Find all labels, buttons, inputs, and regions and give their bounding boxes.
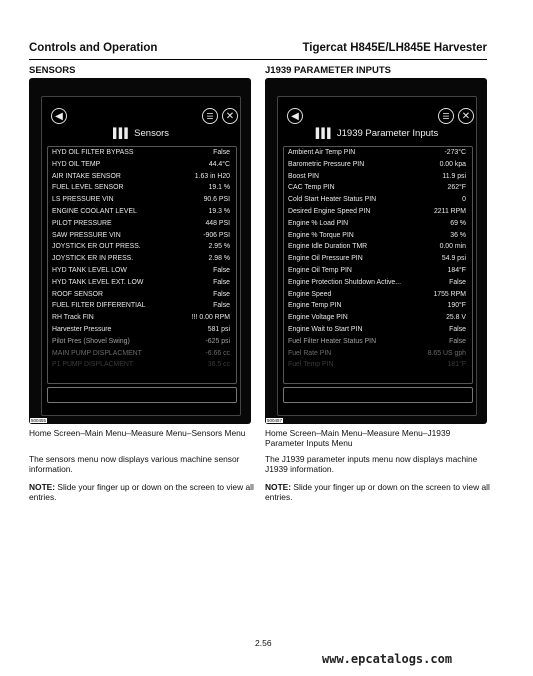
item-label: HYD TANK LEVEL EXT. LOW bbox=[52, 278, 144, 286]
item-label: Engine Oil Pressure PIN bbox=[288, 255, 363, 263]
item-value: 2211 RPM bbox=[433, 207, 466, 215]
screen-title-text: Sensors bbox=[134, 128, 170, 139]
item-label: Engine Oil Temp PIN bbox=[288, 266, 352, 274]
screen-title-text: J1939 Parameter Inputs bbox=[336, 128, 439, 139]
list-item[interactable] bbox=[48, 230, 236, 242]
sensors-screen-title bbox=[42, 128, 240, 139]
list-item[interactable] bbox=[284, 265, 472, 277]
list-item[interactable] bbox=[48, 300, 236, 312]
item-value: False bbox=[449, 337, 466, 345]
item-value: -273°C bbox=[444, 149, 466, 156]
item-value: False bbox=[213, 149, 230, 156]
item-value: False bbox=[449, 278, 466, 286]
header-rule bbox=[29, 59, 487, 60]
item-label: FUEL LEVEL SENSOR bbox=[52, 184, 124, 192]
item-value: 8.65 US gph bbox=[427, 349, 466, 357]
item-label: AIR INTAKE SENSOR bbox=[52, 172, 121, 180]
note-text: Slide your finger up or down on the screen to view all entries. bbox=[29, 482, 254, 502]
list-item[interactable] bbox=[48, 277, 236, 289]
list-item[interactable] bbox=[284, 159, 472, 171]
item-label: SAW PRESSURE VIN bbox=[52, 231, 121, 239]
list-item[interactable] bbox=[48, 336, 236, 348]
item-label: Engine Voltage PIN bbox=[288, 314, 348, 322]
list-item[interactable] bbox=[48, 348, 236, 360]
item-label: ENGINE COOLANT LEVEL bbox=[52, 207, 137, 215]
list-item[interactable] bbox=[284, 171, 472, 183]
item-value: 0 bbox=[462, 196, 466, 204]
list-item[interactable] bbox=[284, 182, 472, 194]
list-item[interactable] bbox=[48, 253, 236, 265]
item-value: 2.98 % bbox=[208, 255, 230, 263]
figure-id: 500455 bbox=[31, 418, 47, 423]
list-item[interactable] bbox=[284, 324, 472, 336]
item-label: ROOF SENSOR bbox=[52, 290, 103, 298]
watermark: www.epcatalogs.com bbox=[322, 652, 453, 666]
page-number: 2.56 bbox=[255, 638, 272, 648]
list-item[interactable] bbox=[48, 324, 236, 336]
item-label: RH Track FIN bbox=[52, 314, 94, 322]
item-value: !!! 0.00 RPM bbox=[191, 314, 230, 322]
list-item[interactable] bbox=[284, 218, 472, 230]
item-label: Engine Idle Duration TMR bbox=[288, 243, 368, 251]
item-value: 90.6 PSI bbox=[203, 196, 230, 204]
item-value: 19.3 % bbox=[208, 207, 230, 215]
sensors-caption: Home Screen–Main Menu–Measure Menu–Sensors Menu bbox=[29, 428, 246, 438]
item-label: Barometric Pressure PIN bbox=[288, 160, 365, 168]
list-item[interactable] bbox=[284, 253, 472, 265]
item-label: JOYSTICK ER IN PRESS. bbox=[52, 255, 134, 263]
item-label: MAIN PUMP DISPLACMENT bbox=[52, 349, 142, 357]
item-label: Harvester Pressure bbox=[52, 325, 112, 333]
item-value: 2.95 % bbox=[208, 243, 230, 251]
item-value: 36 % bbox=[450, 231, 466, 239]
list-item[interactable] bbox=[284, 194, 472, 206]
item-label: Ambient Air Temp PIN bbox=[288, 149, 356, 156]
list-item[interactable] bbox=[284, 289, 472, 301]
header-left-title: Controls and Operation bbox=[29, 42, 158, 54]
item-value: 262°F bbox=[447, 184, 466, 192]
j1939-list[interactable] bbox=[283, 146, 473, 384]
item-label: LS PRESSURE VIN bbox=[52, 196, 114, 204]
list-item[interactable] bbox=[48, 182, 236, 194]
list-item[interactable] bbox=[48, 206, 236, 218]
item-value: False bbox=[213, 302, 230, 310]
header-right-title: Tigercat H845E/LH845E Harvester bbox=[302, 42, 487, 54]
list-item[interactable] bbox=[48, 159, 236, 171]
j1939-panel bbox=[265, 78, 487, 424]
back-icon[interactable]: ◀ bbox=[51, 108, 67, 124]
list-item[interactable] bbox=[284, 241, 472, 253]
item-label: HYD TANK LEVEL LOW bbox=[52, 266, 127, 274]
item-label: HYD OIL FILTER BYPASS bbox=[52, 149, 134, 156]
item-value: 184°F bbox=[447, 266, 466, 274]
sensors-screen bbox=[41, 96, 241, 416]
item-label: Desired Engine Speed PIN bbox=[288, 207, 371, 215]
list-item[interactable] bbox=[48, 289, 236, 301]
list-item[interactable] bbox=[284, 206, 472, 218]
item-value: -6.66 cc bbox=[205, 349, 230, 357]
note-text: Slide your finger up or down on the screen to view all entries. bbox=[265, 482, 490, 502]
list-item[interactable] bbox=[48, 194, 236, 206]
list-item[interactable] bbox=[284, 277, 472, 289]
item-label: JOYSTICK ER OUT PRESS. bbox=[52, 243, 141, 251]
list-item[interactable] bbox=[284, 147, 472, 159]
item-value: 0.00 kpa bbox=[439, 160, 466, 168]
list-item[interactable] bbox=[48, 265, 236, 277]
item-value: 190°F bbox=[447, 302, 466, 310]
item-value: 11.9 psi bbox=[442, 172, 466, 180]
list-item[interactable] bbox=[284, 312, 472, 324]
list-item[interactable] bbox=[48, 171, 236, 183]
item-label: Engine Wait to Start PIN bbox=[288, 325, 363, 333]
item-value: -906 PSI bbox=[203, 231, 230, 239]
item-label: FUEL FILTER DIFFERENTIAL bbox=[52, 302, 146, 310]
list-item[interactable] bbox=[48, 147, 236, 159]
j1939-caption: Home Screen–Main Menu–Measure Menu–J1939 Parameter Inputs Menu bbox=[265, 428, 451, 448]
item-label: Boost PIN bbox=[288, 172, 320, 180]
list-item[interactable] bbox=[48, 218, 236, 230]
item-label: Fuel Temp PIN bbox=[288, 361, 334, 369]
j1939-note bbox=[265, 482, 490, 502]
item-label: Fuel Rate PIN bbox=[288, 349, 332, 357]
back-icon[interactable]: ◀ bbox=[287, 108, 303, 124]
sensors-note bbox=[29, 482, 254, 502]
list-item[interactable] bbox=[284, 336, 472, 348]
list-item[interactable] bbox=[284, 348, 472, 360]
bar-chart-icon: ▌▌▌ bbox=[112, 128, 131, 139]
j1939-screen bbox=[277, 96, 477, 416]
item-value: False bbox=[213, 266, 230, 274]
list-item[interactable] bbox=[284, 359, 472, 371]
item-label: Engine % Torque PIN bbox=[288, 231, 354, 239]
j1939-bottom-bar[interactable] bbox=[283, 387, 473, 403]
item-value: 25.8 V bbox=[446, 314, 466, 322]
item-value: 69 % bbox=[450, 219, 466, 227]
item-label: Pilot Pres (Shovel Swing) bbox=[52, 337, 130, 345]
item-value: 54.9 psi bbox=[441, 255, 466, 263]
item-label: Engine Protection Shutdown Active... bbox=[288, 278, 401, 286]
sensors-panel bbox=[29, 78, 251, 424]
item-value: 581 psi bbox=[207, 325, 230, 333]
item-value: False bbox=[213, 278, 230, 286]
item-label: Cold Start Heater Status PIN bbox=[288, 196, 377, 204]
sensors-bottom-bar[interactable] bbox=[47, 387, 237, 403]
item-value: 448 PSI bbox=[205, 219, 230, 227]
item-label: Engine Temp PIN bbox=[288, 302, 342, 310]
item-value: -625 psi bbox=[205, 337, 230, 345]
item-value: False bbox=[213, 290, 230, 298]
list-item[interactable] bbox=[284, 300, 472, 312]
note-label: NOTE: bbox=[265, 482, 292, 492]
menu-icon[interactable]: ☰ bbox=[202, 108, 218, 124]
list-item[interactable] bbox=[48, 241, 236, 253]
list-item[interactable] bbox=[48, 359, 236, 371]
item-value: 19.1 % bbox=[208, 184, 230, 192]
bar-chart-icon: ▌▌▌ bbox=[315, 128, 333, 139]
list-item[interactable] bbox=[48, 312, 236, 324]
item-value: 36.5 cc bbox=[207, 361, 230, 369]
close-icon[interactable]: ✕ bbox=[458, 108, 474, 124]
item-label: Fuel Filter Heater Status PIN bbox=[288, 337, 377, 345]
item-label: PILOT PRESSURE bbox=[52, 219, 112, 227]
item-label: Engine Speed bbox=[288, 290, 332, 298]
sensors-section-title: SENSORS bbox=[29, 65, 76, 76]
item-value: False bbox=[449, 325, 466, 333]
j1939-section-title: J1939 PARAMETER INPUTS bbox=[265, 65, 391, 76]
j1939-screen-title bbox=[278, 128, 476, 139]
note-label: NOTE: bbox=[29, 482, 56, 492]
j1939-description: The J1939 parameter inputs menu now displays machine J1939 information. bbox=[265, 454, 478, 474]
item-value: 181°F bbox=[447, 361, 466, 369]
close-icon[interactable]: ✕ bbox=[222, 108, 238, 124]
item-label: HYD OIL TEMP bbox=[52, 160, 101, 168]
figure-id: 500457 bbox=[267, 418, 283, 423]
item-value: 44.4°C bbox=[208, 160, 230, 168]
item-label: Engine % Load PIN bbox=[288, 219, 349, 227]
item-value: 0.00 min bbox=[439, 243, 466, 251]
item-label: CAC Temp PIN bbox=[288, 184, 335, 192]
list-item[interactable] bbox=[284, 230, 472, 242]
item-value: 1755 RPM bbox=[433, 290, 466, 298]
menu-icon[interactable]: ☰ bbox=[438, 108, 454, 124]
sensors-list[interactable] bbox=[47, 146, 237, 384]
sensors-description: The sensors menu now displays various machine sensor information. bbox=[29, 454, 240, 474]
item-label: P1 PUMP DISPLACMENT bbox=[52, 361, 134, 369]
item-value: 1.63 in H20 bbox=[194, 172, 230, 180]
